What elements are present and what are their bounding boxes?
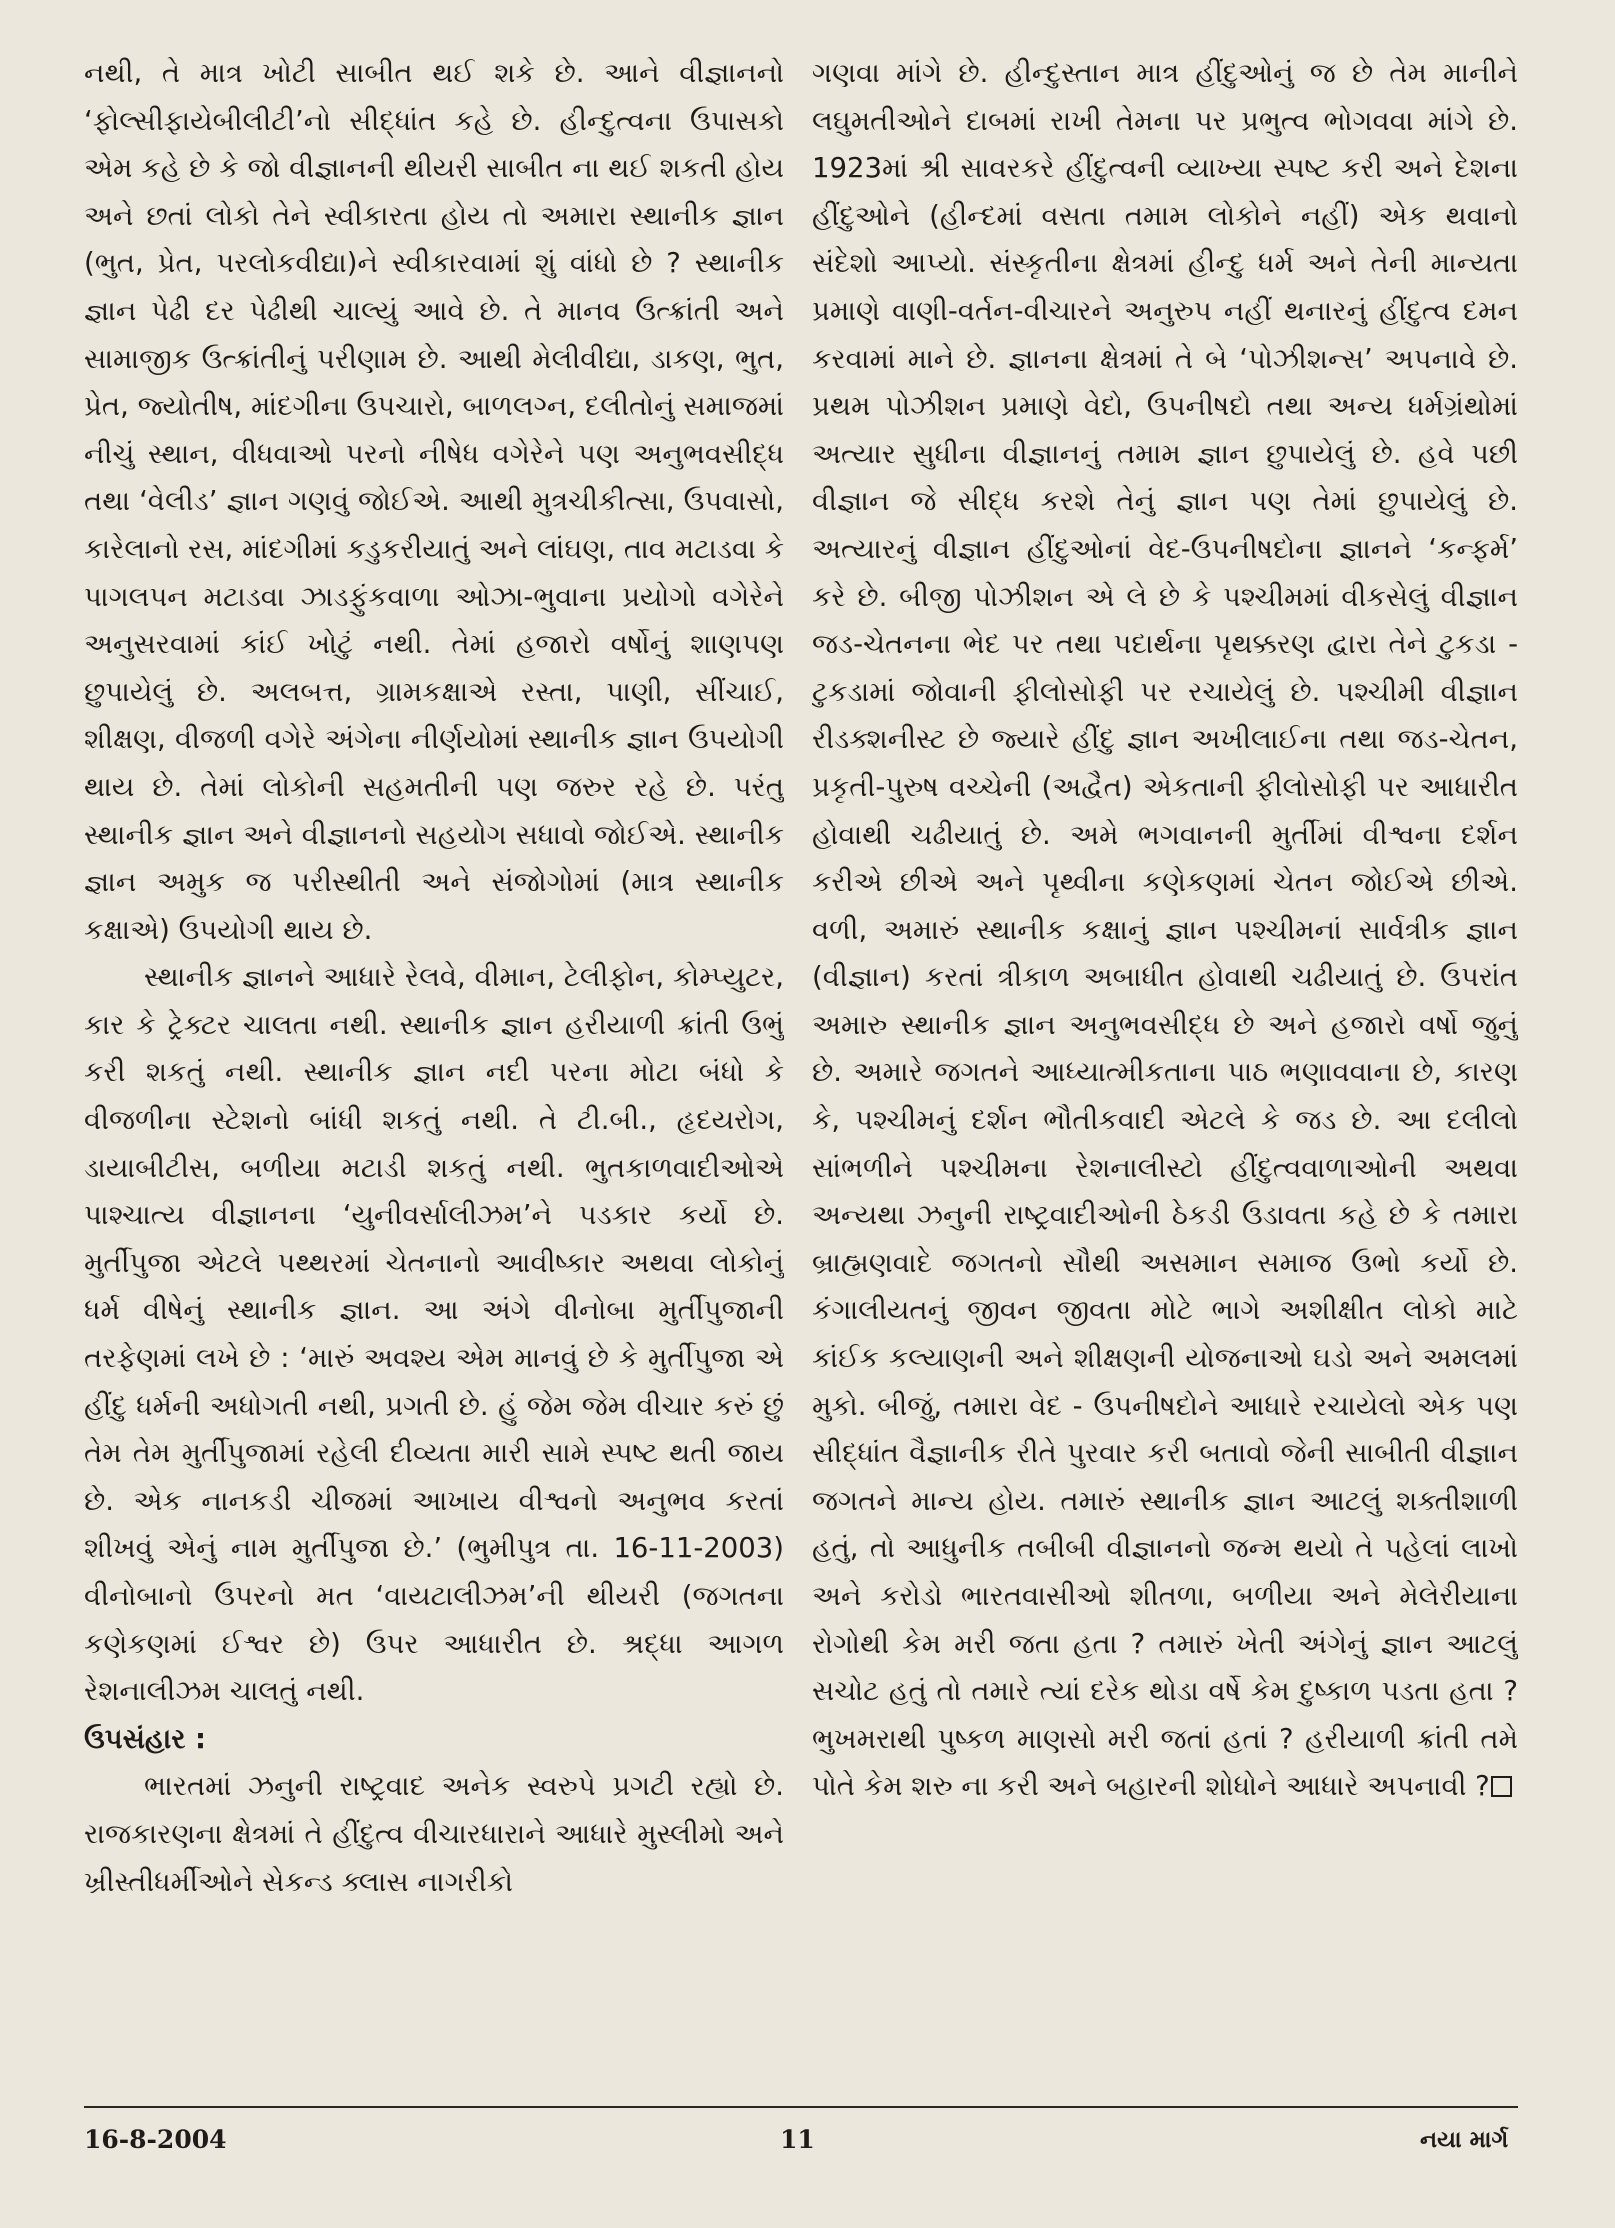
left-column (84, 50, 784, 2095)
page-number: 11 (780, 2125, 815, 2154)
left-paragraph-1: નથી, તે માત્ર ખોટી સાબીત થઈ શકે છે. આને વીજ્ઞાનનો ‘ફોલ્સીફાયેબીલીટી’નો સીદ્ધાંત કહે છે. હીન્દુત્વના ઉપાસકો એમ કહે છે કે જો વીજ્ઞાનની થીયરી સાબીત ના થઈ શકતી હોય અને છતાં લોકો તેને સ્વીકારતા હોય તો અમારા સ્થાનીક જ્ઞાન (ભુત, પ્રેત, પરલોકવીદ્યા)ને સ્વીકારવામાં શું વાંધો છે ? સ્થાનીક જ્ઞાન પેઢી દર પેઢીથી ચાલ્યું આવે છે. તે માનવ ઉત્ક્રાંતી અને સામાજીક ઉત્ક્રાંતીનું પરીણામ છે. આથી મેલીવીદ્યા, ડાકણ, ભુત, પ્રેત, જ્યોતીષ, માંદગીના ઉપચારો, બાળલગ્ન, દલીતોનું સમાજમાં નીચું સ્થાન, વીધવાઓ પરનો નીષેધ વગેરેને પણ અનુભવસીદ્ધ તથા ‘વેલીડ’ જ્ઞાન ગણવું જોઈએ. આથી મુત્રચીકીત્સા, ઉપવાસો, કારેલાનો રસ, માંદગીમાં કડુકરીયાતું અને લાંઘણ, તાવ મટાડવા કે પાગલપન મટાડવા ઝાડફુંકવાળા ઓઝા-ભુવાના પ્રયોગો વગેરેને અનુસરવામાં કાંઈ ખોટું નથી. તેમાં હજારો વર્ષોનું શાણપણ છુપાયેલું છે. અલબત્ત, ગ્રામકક્ષાએ રસ્તા, પાણી, સીંચાઈ, શીક્ષણ, વીજળી વગેરે અંગેના નીર્ણયોમાં સ્થાનીક જ્ઞાન ઉપયોગી થાય છે. તેમાં લોકોની સહમતીની પણ જરુર રહે છે. પરંતુ સ્થાનીક જ્ઞાન અને વીજ્ઞાનનો સહયોગ સધાવો જોઈએ. સ્થાનીક જ્ઞાન અમુક જ પરીસ્થીતી અને સંજોગોમાં (માત્ર સ્થાનીક કક્ષાએ) ઉપયોગી થાય છે. (84, 57, 784, 946)
end-of-article-square-icon (1491, 1776, 1512, 1797)
footer-date: 16-8-2004 (84, 2125, 227, 2154)
footer-divider (84, 2106, 1518, 2108)
right-column (812, 50, 1518, 2050)
section-heading-conclusion: ઉપસંહાર : (84, 1722, 206, 1755)
left-paragraph-3: ભારતમાં ઝનુની રાષ્ટ્રવાદ અનેક સ્વરુપે પ્રગટી રહ્યો છે. રાજકારણના ક્ષેત્રમાં તે હીંદુત્વ વીચારધારાને આધારે મુસ્લીમો અને ખ્રીસ્તીધર્મીઓને સેકન્ડ ક્લાસ નાગરીકો (84, 1770, 784, 1898)
right-paragraph-1-text: ગણવા માંગે છે. હીન્દુસ્તાન માત્ર હીંદુઓનું જ છે તેમ માનીને લઘુમતીઓને દાબમાં રાખી તેમના પર પ્રભુત્વ ભોગવવા માંગે છે. 1923માં શ્રી સાવરકરે હીંદુત્વની વ્યાખ્યા સ્પષ્ટ કરી અને દેશના હીંદુઓને (હીન્દમાં વસતા તમામ લોકોને નહીં) એક થવાનો સંદેશો આપ્યો. સંસ્કૃતીના ક્ષેત્રમાં હીન્દુ ધર્મ અને તેની માન્યતા પ્રમાણે વાણી-વર્તન-વીચારને અનુરુપ નહીં થનારનું હીંદુત્વ દમન કરવામાં માને છે. જ્ઞાનના ક્ષેત્રમાં તે બે ‘પોઝીશન્સ’ અપનાવે છે. પ્રથમ પોઝીશન પ્રમાણે વેદો, ઉપનીષદો તથા અન્ય ધર્મગ્રંથોમાં અત્યાર સુધીના વીજ્ઞાનનું તમામ જ્ઞાન છુપાયેલું છે. હવે પછી વીજ્ઞાન જે સીદ્ધ કરશે તેનું જ્ઞાન પણ તેમાં છુપાયેલું છે. અત્યારનું વીજ્ઞાન હીંદુઓનાં વેદ-ઉપનીષદોના જ્ઞાનને ‘કન્ફર્મ’ કરે છે. બીજી પોઝીશન એ લે છે કે પશ્ચીમમાં વીકસેલું વીજ્ઞાન જડ-ચેતનના ભેદ પર તથા પદાર્થના પૃથક્કરણ દ્વારા તેને ટુકડા - ટુકડામાં જોવાની ફીલોસોફી પર રચાયેલું છે. પશ્ચીમી વીજ્ઞાન રીડક્શનીસ્ટ છે જ્યારે હીંદુ જ્ઞાન અખીલાઈના તથા જડ-ચેતન, પ્રકૃતી-પુરુષ વચ્ચેની (અદ્વૈત) એકતાની ફીલોસોફી પર આધારીત હોવાથી ચઢીયાતું છે. અમે ભગવાનની મુર્તીમાં વીશ્વના દર્શન કરીએ છીએ અને પૃથ્વીના કણેકણમાં ચેતન જોઈએ છીએ. વળી, અમારું સ્થાનીક કક્ષાનું જ્ઞાન પશ્ચીમનાં સાર્વત્રીક જ્ઞાન (વીજ્ઞાન) કરતાં ત્રીકાળ અબાધીત હોવાથી ચઢીયાતું છે. ઉપરાંત અમારુ સ્થાનીક જ્ઞાન અનુભવસીદ્ધ છે અને હજારો વર્ષો જુનું છે. અમારે જગતને આધ્યાત્મીકતાના પાઠ ભણાવવાના છે, કારણ કે, પશ્ચીમનું દર્શન ભૌતીકવાદી એટલે કે જડ છે. આ દલીલો સાંભળીને પશ્ચીમના રેશનાલીસ્ટો હીંદુત્વવાળાઓની અથવા અન્યથા ઝનુની રાષ્ટ્રવાદીઓની ઠેકડી ઉડાવતા કહે છે કે તમારા બ્રાહ્મણવાદે જગતનો સૌથી અસમાન સમાજ ઉભો કર્યો છે. કંગાલીયતનું જીવન જીવતા મોટે ભાગે અશીક્ષીત લોકો માટે કાંઈક કલ્યાણની અને શીક્ષણની યોજનાઓ ઘડો અને અમલમાં મુકો. બીજું, તમારા વેદ - ઉપનીષદોને આધારે રચાયેલો એક પણ સીદ્ધાંત વૈજ્ઞાનીક રીતે પુરવાર કરી બતાવો જેની સાબીતી વીજ્ઞાન જગતને માન્ય હોય. તમારું સ્થાનીક જ્ઞાન આટલું શક્તીશાળી હતું, તો આધુનીક તબીબી વીજ્ઞાનનો જન્મ થયો તે પહેલાં લાખો અને કરોડો ભારતવાસીઓ શીતળા, બળીયા અને મેલેરીયાના રોગોથી કેમ મરી જતા હતા ? તમારું ખેતી અંગેનું જ્ઞાન આટલું સચોટ હતું તો તમારે ત્યાં દરેક થોડા વર્ષે કેમ દુષ્કાળ પડતા હતા ? ભુખમરાથી પુષ્કળ માણસો મરી જતાં હતાં ? હરીયાળી ક્રાંતી તમે પોતે કેમ શરુ ના કરી અને બહારની શોધોને આધારે અપનાવી ? (812, 57, 1518, 1803)
publication-name: નયા માર્ગ (1420, 2127, 1509, 2153)
left-paragraph-2: સ્થાનીક જ્ઞાનને આધારે રેલવે, વીમાન, ટેલીફોન, કોમ્પ્યુટર, કાર કે ટ્રેક્ટર ચાલતા નથી. સ્થાનીક જ્ઞાન હરીયાળી ક્રાંતી ઉભું કરી શકતું નથી. સ્થાનીક જ્ઞાન નદી પરના મોટા બંધો કે વીજળીના સ્ટેશનો બાંધી શકતું નથી. તે ટી.બી., હૃદયરોગ, ડાયાબીટીસ, બળીયા મટાડી શકતું નથી. ભુતકાળવાદીઓએ પાશ્ચાત્ય વીજ્ઞાનના ‘યુનીવર્સાલીઝમ’ને પડકાર કર્યો છે. મુર્તીપુજા એટલે પથ્થરમાં ચેતનાનો આવીષ્કાર અથવા લોકોનું ધર્મ વીષેનું સ્થાનીક જ્ઞાન. આ અંગે વીનોબા મુર્તીપુજાની તરફેણમાં લખે છે : ‘મારું અવશ્ય એમ માનવું છે કે મુર્તીપુજા એ હીંદુ ધર્મની અધોગતી નથી, પ્રગતી છે. હું જેમ જેમ વીચાર કરું છું તેમ તેમ મુર્તીપુજામાં રહેલી દીવ્યતા મારી સામે સ્પષ્ટ થતી જાય છે. એક નાનકડી ચીજમાં આખાય વીશ્વનો અનુભવ કરતાં શીખવું એનું નામ મુર્તીપુજા છે.’ (ભુમીપુત્ર તા. 16-11-2003) વીનોબાનો ઉપરનો મત ‘વાયટાલીઝમ’ની થીયરી (જગતના કણેકણમાં ઈશ્વર છે) ઉપર આધારીત છે. શ્રદ્ધા આગળ રેશનાલીઝમ ચાલતું નથી. (84, 961, 784, 1708)
right-paragraph-1 (812, 50, 1518, 1811)
